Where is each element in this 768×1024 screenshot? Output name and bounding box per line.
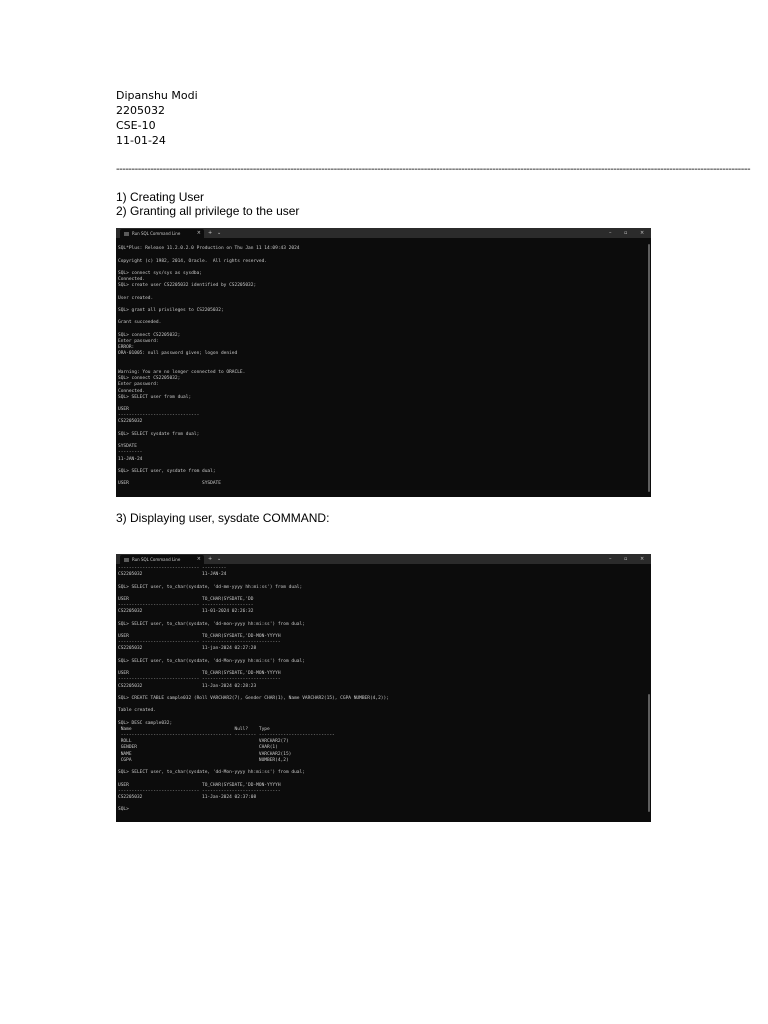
tab-close-icon[interactable]: × <box>196 230 201 236</box>
terminal-line: CS2205032 11-Jan-2024 02:28:23 <box>118 683 257 689</box>
terminal-line: ------------------------------ --------- <box>118 566 227 571</box>
student-name: Dipanshu Modi <box>116 89 198 102</box>
terminal-line: SQL> <box>118 807 129 813</box>
new-tab-icon[interactable]: + <box>208 230 213 236</box>
terminal-icon <box>124 558 129 562</box>
terminal-line: ------------------------------ ----------------------------- <box>118 640 281 646</box>
student-info <box>116 88 198 148</box>
terminal-line: ORA-01005: null password given; logon denied <box>118 351 238 357</box>
close-icon[interactable]: × <box>640 230 645 236</box>
section: CSE-10 <box>116 119 156 132</box>
dropdown-icon[interactable]: ⌄ <box>217 230 222 236</box>
terminal-line: SQL> SELECT user from dual; <box>118 394 192 400</box>
terminal-line: GENDER CHAR(1) <box>118 745 278 751</box>
terminal-line: SQL> create user CS2205032 identified by CS2205032; <box>118 283 257 289</box>
terminal-line: Connected. <box>118 277 146 283</box>
terminal-line: SYSDATE <box>118 444 137 450</box>
terminal-line: USER TO_CHAR(SYSDATE,'DD-MON-YYYYH <box>118 782 281 788</box>
terminal-line: CS2205032 11-01-2024 02:26:32 <box>118 609 254 615</box>
minimize-icon[interactable]: – <box>609 230 612 236</box>
dashed-divider: ------------------------------------------------------------------------------------------------------------------------------------------------------------------------------------------------------------ <box>116 164 751 175</box>
task-displaying-user-sysdate: 3) Displaying user, sysdate COMMAND: <box>116 511 330 525</box>
terminal-line: SQL> CREATE TABLE sample032 (Roll VARCHAR2(7), Gender CHAR(1), Name VARCHAR2(15), CGPA NUMBER(4,2)); <box>118 695 389 701</box>
terminal-line: Name Null? Type <box>118 726 270 732</box>
maximize-icon[interactable]: ▫ <box>624 230 628 236</box>
terminal-line: CS2205032 11-Jan-2024 02:37:08 <box>118 794 257 800</box>
maximize-icon[interactable]: ▫ <box>624 556 628 562</box>
task-granting-privilege: 2) Granting all privilege to the user <box>116 204 300 218</box>
terminal-line: Copyright (c) 1982, 2014, Oracle. All rights reserved. <box>118 258 268 264</box>
terminal-line: SQL> SELECT user, sysdate from dual; <box>118 468 216 474</box>
terminal-line: Grant succeeded. <box>118 320 162 326</box>
terminal-line: Enter password: <box>118 382 159 388</box>
terminal-line: ERROR: <box>118 345 135 351</box>
terminal-line: USER <box>118 407 129 413</box>
terminal-screenshot-1 <box>116 228 651 497</box>
tab-title: Run SQL Command Line <box>132 557 181 562</box>
tab-title: Run SQL Command Line <box>132 231 181 236</box>
minimize-icon[interactable]: – <box>609 556 612 562</box>
terminal-titlebar <box>116 228 651 238</box>
terminal-line: USER TO_CHAR(SYSDATE,'DD <box>118 596 254 602</box>
terminal-line: USER TO_CHAR(SYSDATE,'DD-MON-YYYYH <box>118 671 281 677</box>
terminal-line: ------------------------------ ----------------------------- <box>118 788 281 794</box>
terminal-line: SQL> SELECT user, to_char(sysdate, 'dd-Mon-yyyy hh:mi:ss') from dual; <box>118 770 305 776</box>
roll-number: 2205032 <box>116 104 165 117</box>
terminal-line: SQL> SELECT sysdate from dual; <box>118 431 200 437</box>
close-icon[interactable]: × <box>640 556 645 562</box>
terminal-line: CS2205032 11-jan-2024 02:27:28 <box>118 646 257 652</box>
terminal-line: ------------------------------ ----------------------------- <box>118 677 281 683</box>
terminal-icon <box>124 232 129 236</box>
terminal-line: SQL> connect CS2205032; <box>118 376 181 382</box>
terminal-output <box>118 240 643 497</box>
terminal-screenshot-2 <box>116 554 651 822</box>
scrollbar[interactable] <box>648 244 650 492</box>
terminal-line: SQL> DESC sample032; <box>118 720 173 726</box>
terminal-output <box>118 566 643 822</box>
terminal-line: SQL> SELECT user, to_char(sysdate, 'dd-mm-yyyy hh:mi:ss') from dual; <box>118 584 303 590</box>
dropdown-icon[interactable]: ⌄ <box>217 556 222 562</box>
terminal-line: Enter password: <box>118 339 159 344</box>
terminal-line: Warning: You are no longer connected to ORACLE. <box>118 369 246 375</box>
date: 11-01-24 <box>116 134 166 147</box>
terminal-line: NAME VARCHAR2(15) <box>118 751 292 757</box>
terminal-line: SQL> SELECT user, to_char(sysdate, 'dd-Mon-yyyy hh:mi:ss') from dual; <box>118 658 305 664</box>
terminal-line: --------- <box>118 450 143 456</box>
terminal-line: User created. <box>118 295 154 301</box>
new-tab-icon[interactable]: + <box>208 556 213 562</box>
terminal-line: 11-JAN-24 <box>118 456 143 462</box>
scrollbar[interactable] <box>648 694 650 812</box>
terminal-line: Connected. <box>118 388 146 394</box>
terminal-line: CS2205032 11-JAN-24 <box>118 572 227 578</box>
terminal-tab[interactable] <box>120 555 204 564</box>
terminal-line: SQL> grant all privileges to CS2205032; <box>118 308 224 314</box>
terminal-line: ----------------------------------------- -------- ---------------------------- <box>118 733 335 739</box>
terminal-titlebar <box>116 554 651 564</box>
terminal-line: SQL> connect CS2205032; <box>118 332 181 338</box>
terminal-line: Table created. <box>118 708 156 714</box>
terminal-line: SQL> connect sys/sys as sysdba; <box>118 270 202 276</box>
tab-close-icon[interactable]: × <box>196 556 201 562</box>
terminal-line: ROLL VARCHAR2(7) <box>118 739 289 745</box>
terminal-line: USER TO_CHAR(SYSDATE,'DD-MON-YYYYH <box>118 634 281 640</box>
terminal-line: SQL*Plus: Release 11.2.0.2.0 Production on Thu Jan 11 14:09:43 2024 <box>118 246 300 252</box>
terminal-line: ------------------------------ ------------------- <box>118 603 254 609</box>
terminal-line: CS2205032 <box>118 419 143 425</box>
terminal-line: ------------------------------ <box>118 413 200 419</box>
terminal-line: USER SYSDATE <box>118 481 221 487</box>
task-creating-user: 1) Creating User <box>116 190 205 204</box>
terminal-line: SQL> SELECT user, to_char(sysdate, 'dd-mon-yyyy hh:mi:ss') from dual; <box>118 621 305 627</box>
terminal-tab[interactable] <box>120 229 204 238</box>
terminal-line: CGPA NUMBER(4,2) <box>118 757 289 763</box>
